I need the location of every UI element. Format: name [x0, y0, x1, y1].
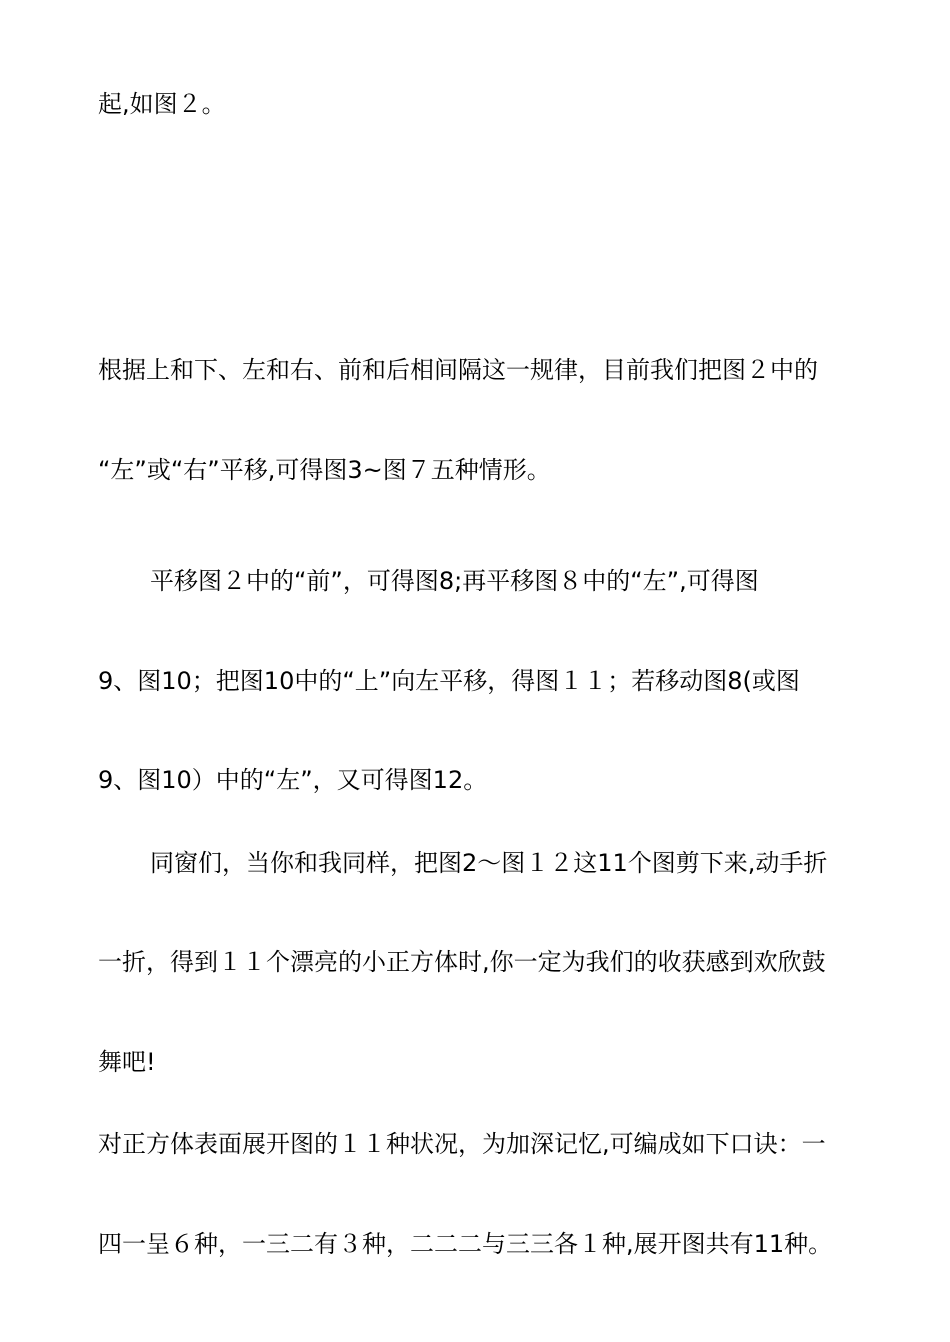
text-line: 舞吧!	[98, 1048, 156, 1076]
text-line: 平移图２中的“前”，可得图8;再平移图８中的“左”,可得图	[150, 567, 759, 595]
text-line: “左”或“右”平移,可得图3~图７五种情形。	[98, 456, 551, 484]
text-line: 根据上和下、左和右、前和后相间隔这一规律，目前我们把图２中的	[98, 356, 818, 384]
text-line: 一折，得到１１个漂亮的小正方体时,你一定为我们的收获感到欢欣鼓	[98, 948, 826, 976]
text-line: 对正方体表面展开图的１１种状况，为加深记忆,可编成如下口诀：一	[98, 1130, 826, 1158]
text-line: 9、图10）中的“左”，又可得图12。	[98, 766, 488, 794]
text-line: 起,如图２。	[98, 90, 226, 118]
text-line: 四一呈６种，一三二有３种，二二二与三三各１种,展开图共有11种。	[98, 1230, 833, 1258]
text-line: 同窗们，当你和我同样，把图2～图１２这11个图剪下来,动手折	[150, 849, 828, 877]
text-line: 9、图10；把图10中的“上”向左平移，得图１１；若移动图8(或图	[98, 667, 800, 695]
